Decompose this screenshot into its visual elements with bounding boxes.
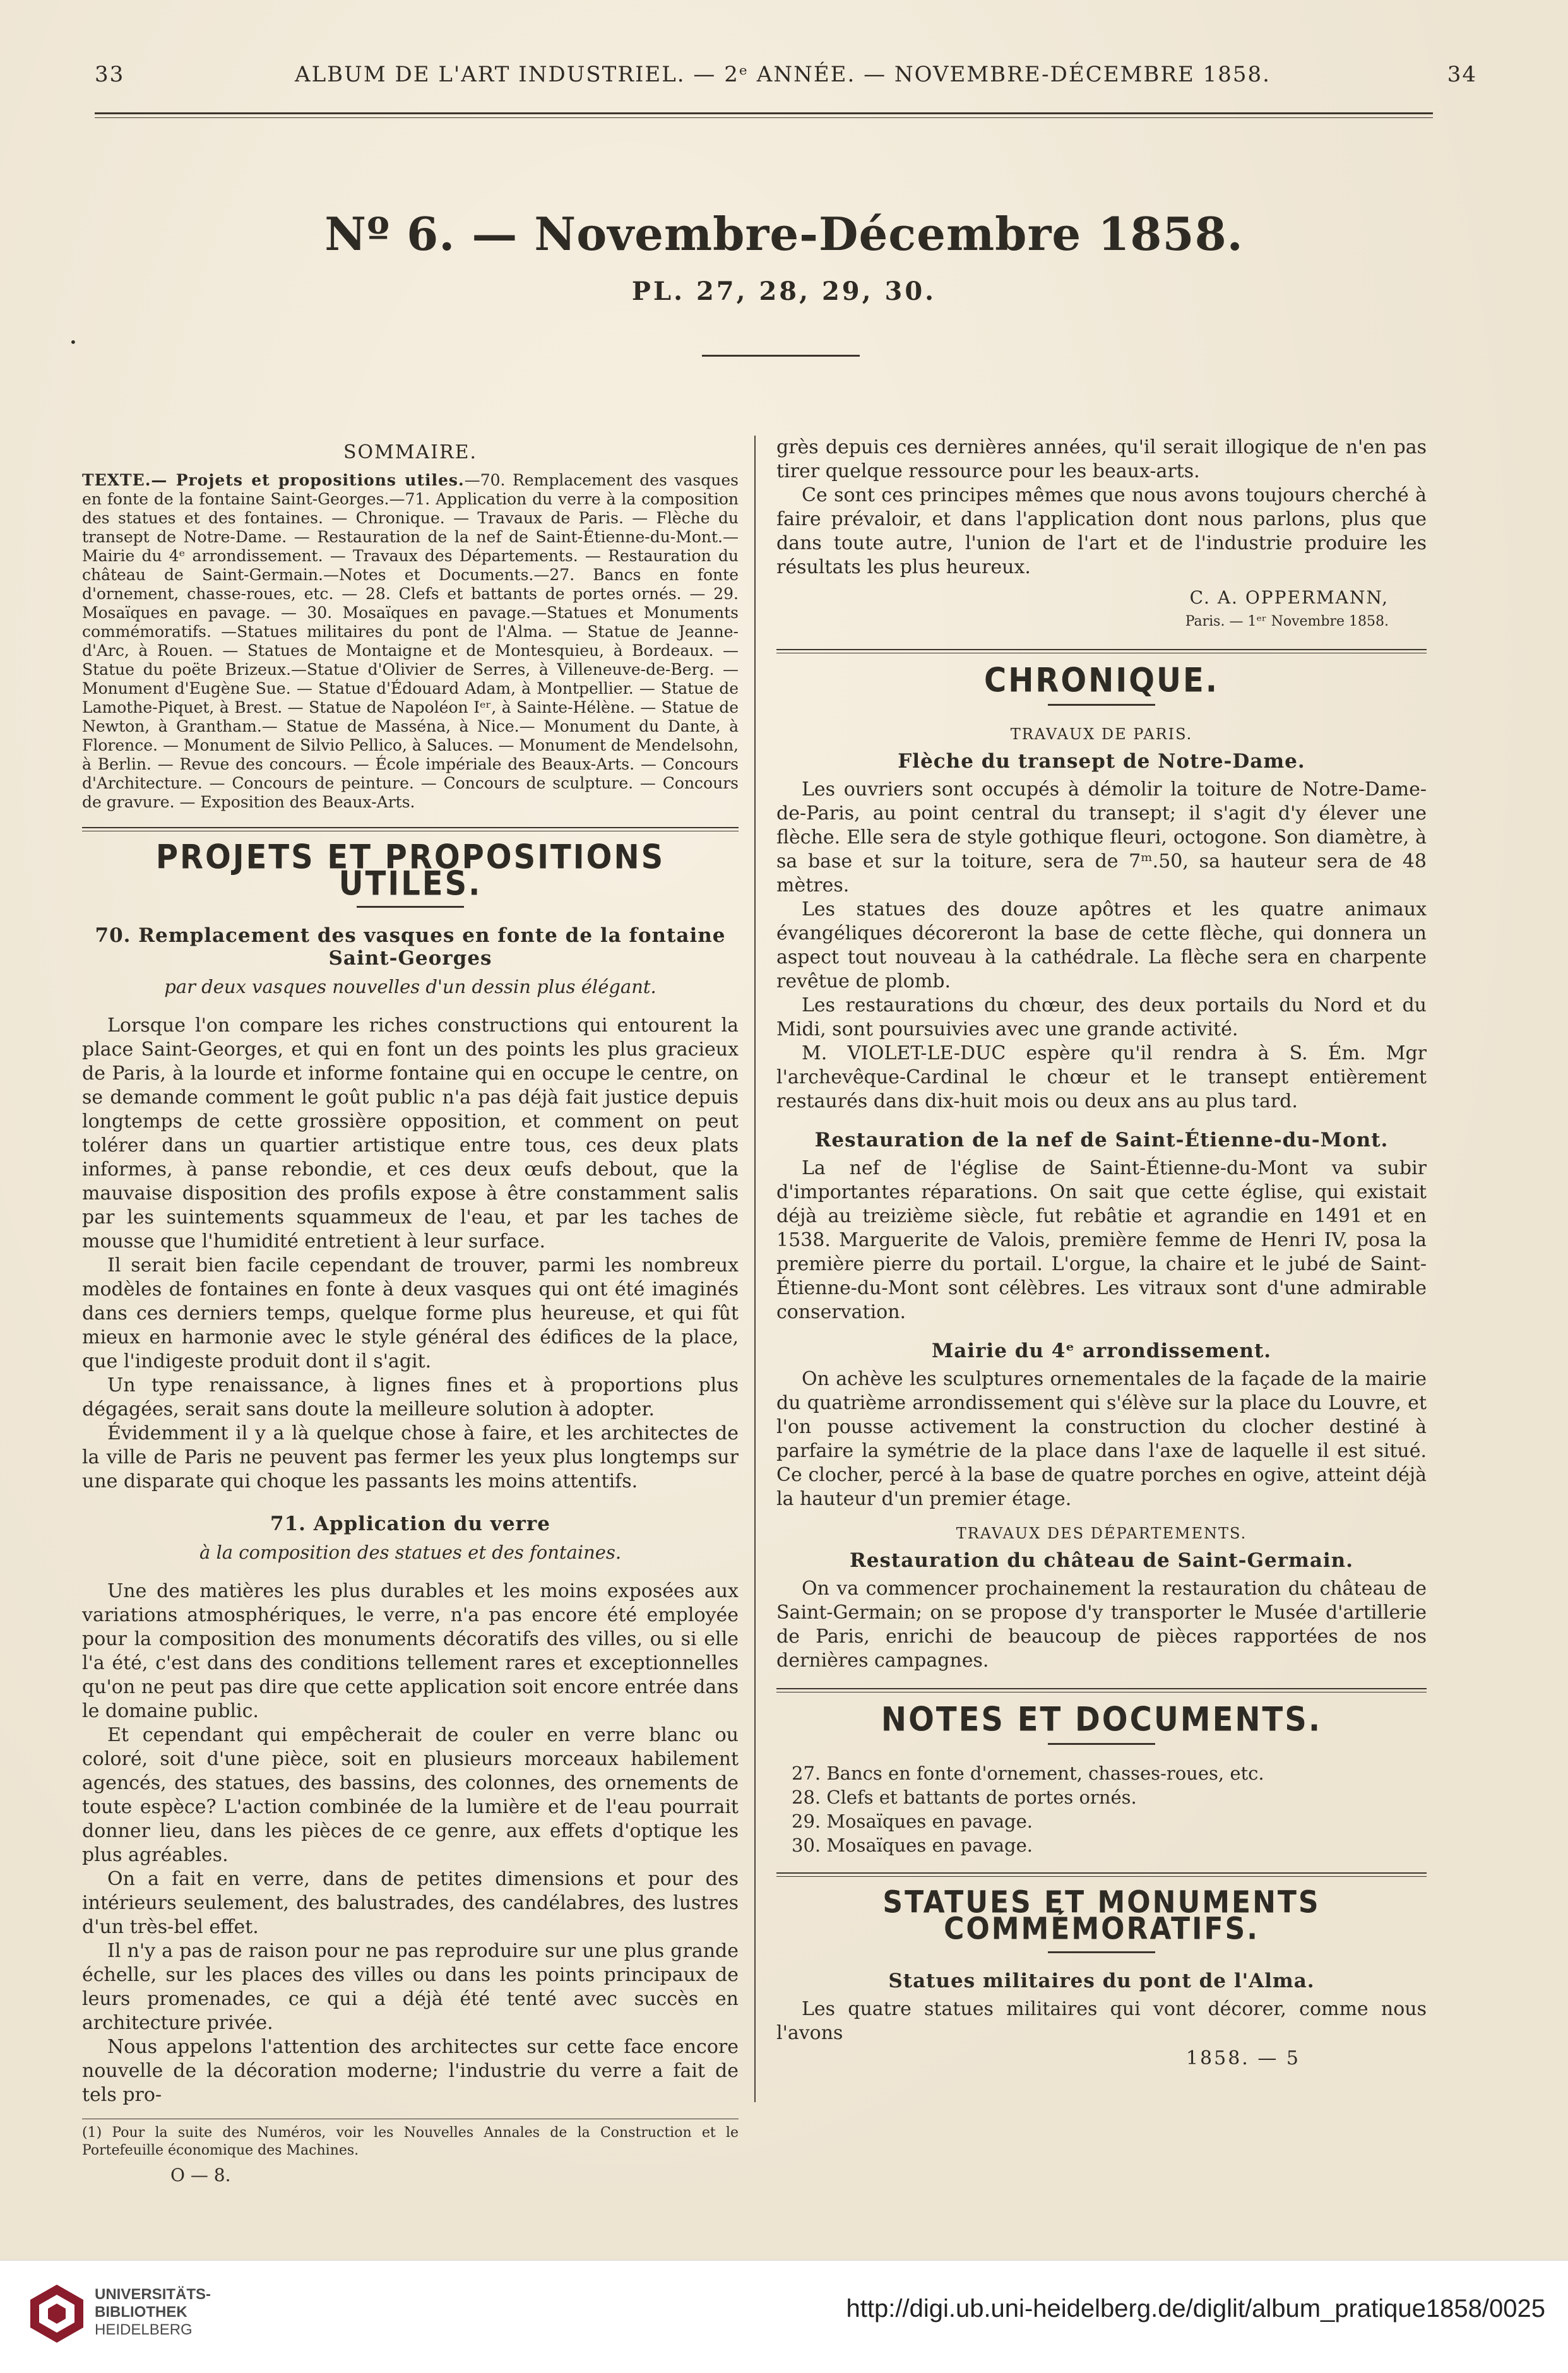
signature-date: Paris. — 1ᵉʳ Novembre 1858. — [1185, 614, 1389, 629]
article-71-title: 71. Application du verre — [270, 1513, 550, 1535]
right-column — [776, 436, 1427, 2071]
section-rule — [357, 906, 464, 908]
issue-title: Nº 6. — Novembre-Décembre 1858. — [324, 207, 1244, 261]
paragraph: Les quatre statues militaires qui vont décorer, comme nous l'avons — [776, 1998, 1427, 2044]
library-name — [95, 2286, 211, 2339]
list-item: 29. Mosaïques en pavage. — [792, 1811, 1033, 1832]
folio-left: O — 8. — [170, 2165, 231, 2186]
statues-section-title: STATUES ET MONUMENTS COMMÉMORATIFS. — [882, 1884, 1321, 1947]
alma-title: Statues militaires du pont de l'Alma. — [888, 1970, 1315, 1992]
section-rule — [1048, 1951, 1155, 1953]
speck: • — [69, 335, 77, 350]
paragraph: Une des matières les plus durables et les moins exposées aux variations atmosphériques, le verre, n'a pas encore été employée pour la composition des monuments décoratifs des villes, ou si elle l'a été, c'est dans des conditions tellement rares et exceptionnelles qu'on ne peut pas dire que cette application soit encore entrée dans le domaine public. — [82, 1580, 739, 1722]
paragraph: On a fait en verre, dans de petites dimensions et pour des intérieurs seulement, des balustrades, des candélabres, des lustres d'un très-bel effet. — [82, 1868, 739, 1938]
paragraph: Un type renaissance, à lignes fines et à proportions plus dégagées, serait sans doute la meilleure solution à adopter. — [82, 1374, 739, 1420]
sommaire-text: —70. Remplacement des vasques en fonte de la fontaine Saint-Georges.—71. Application du verre à la composition des statues et des fontaines. — Chronique. — Travaux de Paris. — Flèche du transept de Notre-Dame. — Restauration de la nef de Saint-Étienne-du-Mont.—Mairie du 4ᵉ arrondissement. — Travaux des Départements. — Restauration du château de Saint-Germain.—Notes et Documents.—27. Bancs en fonte d'ornement, chasse-roues, etc. — 28. Clefs et battants de portes ornés. — 29. Mosaïques en pavage. — 30. Mosaïques en pavage.—Statues et Monuments commémoratifs. —Statues militaires du pont de l'Alma. — Statue de Jeanne-d'Arc, à Rouen. — Statues de Montaigne et de Montesquieu, à Bordeaux. — Statue du poëte Brizeux.—Statue d'Olivier de Serres, à Villeneuve-de-Berg. — Monument d'Eugène Sue. — Statue d'Édouard Adam, à Montpellier. — Statue de Lamothe-Piquet, à Brest. — Statue de Napoléon Iᵉʳ, à Sainte-Hélène. — Statue de Newton, à Grantham.— Statue de Masséna, à Nice.— Monument du Dante, à Florence. — Monument de Silvio Pellico, à Saluces. — Monument de Mendelsohn, à Berlin. — Revue des concours. — École impériale des Beaux-Arts. — Concours d'Architecture. — Concours de peinture. — Concours de sculpture. — Concours de gravure. — Exposition des Beaux-Arts. — [82, 471, 739, 811]
paragraph: M. VIOLET-LE-DUC espère qu'il rendra à S. Ém. Mgr l'archevêque-Cardinal le chœur et le transept entièrement restaurés dans dix-huit mois ou deux ans au plus tard. — [776, 1042, 1427, 1112]
section-rule — [1048, 1743, 1155, 1745]
footnote: (1) Pour la suite des Numéros, voir les Nouvelles Annales de la Construction et le Portefeuille économique des Machines. — [82, 2119, 739, 2160]
paragraph: Les restaurations du chœur, des deux portails du Nord et du Midi, sont poursuivies avec une grande activité. — [776, 994, 1427, 1040]
library-name-line: UNIVERSITÄTS- — [95, 2286, 211, 2303]
library-name-line: BIBLIOTHEK — [95, 2304, 187, 2321]
column-divider — [754, 436, 756, 2102]
library-name-line: HEIDELBERG — [95, 2321, 193, 2338]
section-rule — [1048, 704, 1155, 706]
paragraph: Ce sont ces principes mêmes que nous avons toujours cherché à faire prévaloir, et dans l'application dont nous parlons, plus que dans toute autre, l'union de l'art et de l'industrie produire les résultats les plus heureux. — [776, 484, 1427, 578]
sommaire-texte-label: TEXTE.— Projets et propositions utiles. — [82, 471, 465, 489]
article-71-subtitle: à la composition des statues et des fontaines. — [199, 1542, 622, 1563]
section-separator — [776, 1872, 1427, 1877]
notes-section-title: NOTES ET DOCUMENTS. — [881, 1700, 1322, 1739]
paragraph: Évidemment il y a là quelque chose à faire, et les architectes de la ville de Paris ne peuvent pas fermer les yeux plus longtemps sur une disparate qui choque les passants les moins attentifs. — [82, 1422, 739, 1492]
sommaire-body — [82, 471, 739, 812]
chronique-section-title: CHRONIQUE. — [984, 661, 1219, 700]
mairie-title: Mairie du 4ᵉ arrondissement. — [931, 1340, 1272, 1362]
plates-line: PL. 27, 28, 29, 30. — [631, 277, 937, 306]
title-rule — [702, 355, 860, 357]
paragraph: Et cependant qui empêcherait de couler en verre blanc ou coloré, soit d'une pièce, soit en plusieurs morceaux habilement agencés, des statues, des bassins, des colonnes, des ornements de toute espèce? L'action combinée de la lumière et de l'eau pourrait donner lieu, dans les pièces de ce genre, aux effets d'optique les plus agréables. — [82, 1724, 739, 1866]
header-rule — [95, 112, 1433, 114]
paragraph: On achève les sculptures ornementales de la façade de la mairie du quatrième arrondissement qui s'élève sur la place du Louvre, et l'on pousse activement la construction du clocher destiné à parfaire la symétrie de la place dans l'axe de laquelle il est situé. Ce clocher, percé à la base de quatre porches en ogive, atteint déjà la hauteur d'un premier étage. — [776, 1368, 1427, 1510]
permalink-url[interactable]: http://digi.ub.uni-heidelberg.de/diglit/album_pratique1858/0025 — [846, 2295, 1545, 2322]
fleche-title: Flèche du transept de Notre-Dame. — [898, 750, 1305, 773]
article-70-title: 70. Remplacement des vasques en fonte de la fontaine Saint-Georges — [95, 924, 726, 970]
article-70-subtitle: par deux vasques nouvelles d'un dessin plus élégant. — [164, 976, 656, 997]
running-head — [76, 62, 1490, 90]
paragraph: Il serait bien facile cependant de trouver, parmi les nombreux modèles de fontaines en fonte à deux vasques qui ont été imaginés dans ces derniers temps, quelque forme plus heureuse, et qui fût mieux en harmonie avec le style général des édifices de la place, que l'indigeste produit dont il s'agit. — [82, 1254, 739, 1372]
travaux-paris-heading: TRAVAUX DE PARIS. — [1010, 725, 1193, 743]
paragraph: Lorsque l'on compare les riches constructions qui entourent la place Saint-Georges, et qui en font un des points les plus gracieux de Paris, à la lourde et informe fontaine qui en occupe le centre, on se demande comment le goût public n'a pas déjà fait justice depuis longtemps de cette grossière opposition, et comment on peut tolérer dans un quartier artistique entre tous, ces deux plats informes, à panse rebondie, et ces deux œufs debout, que la mauvaise disposition des profils expose à être constamment salis par les suintements squammeux de l'eau, et par les taches de mousse que l'humidité entretient à leur surface. — [82, 1014, 739, 1252]
header-rule-thin — [95, 117, 1433, 118]
left-column — [82, 436, 739, 2187]
folio-right: 1858. — 5 — [1185, 2047, 1300, 2069]
university-library-logo-icon[interactable] — [25, 2282, 88, 2345]
list-item: 27. Bancs en fonte d'ornement, chasses-roues, etc. — [792, 1763, 1264, 1784]
sommaire-heading: SOMMAIRE. — [343, 441, 478, 463]
section-separator — [776, 649, 1427, 653]
travaux-departements-heading: TRAVAUX DES DÉPARTEMENTS. — [956, 1525, 1247, 1542]
projets-section-title: PROJETS ET PROPOSITIONS UTILES. — [155, 838, 665, 903]
paragraph: Il n'y a pas de raison pour ne pas reproduire sur une plus grande échelle, sur les places des villes ou dans les points principaux de leurs promenades, ce qui a déjà été tenté avec succès en architecture privée. — [82, 1940, 739, 2034]
section-separator — [82, 827, 739, 831]
paragraph: Nous appelons l'attention des architectes sur cette face encore nouvelle de la décoration moderne; l'industrie du verre a fait de tels pro- — [82, 2036, 739, 2106]
page-number-left: 33 — [95, 62, 125, 87]
viewer-footer — [0, 2260, 1568, 2373]
paragraph: Les statues des douze apôtres et les quatre animaux évangéliques décoreront la base de cette flèche, qui donnera un aspect tout nouveau à la cathédrale. La flèche sera en charpente revêtue de plomb. — [776, 898, 1427, 992]
paragraph: La nef de l'église de Saint-Étienne-du-Mont va subir d'importantes réparations. On sait que cette église, qui existait déjà au treizième siècle, fut rebâtie et agrandie en 1491 et en 1538. Marguerite de Valois, première femme de Henri IV, posa la première pierre du portail. L'orgue, la chaire et le jubé de Saint-Étienne-du-Mont sont célèbres. Les vitraux sont d'une admirable conservation. — [776, 1157, 1427, 1323]
running-title: ALBUM DE L'ART INDUSTRIEL. — 2ᵉ ANNÉE. — NOVEMBRE-DÉCEMBRE 1858. — [295, 62, 1271, 87]
list-item: 30. Mosaïques en pavage. — [792, 1835, 1033, 1856]
paragraph: Les ouvriers sont occupés à démolir la toiture de Notre-Dame-de-Paris, au point central du transept; il s'agit d'y élever une flèche. Elle sera de style gothique fleuri, octogone. Son diamètre, à sa base et sur la toiture, sera de 7ᵐ.50, sa hauteur sera de 48 mètres. — [776, 778, 1427, 896]
chateau-title: Restauration du château de Saint-Germain. — [849, 1549, 1354, 1572]
paragraph: On va commencer prochainement la restauration du château de Saint-Germain; on se propose d'y transporter le Musée d'artillerie de Paris, enrichi de beaucoup de pièces rapportées de nos dernières campagnes. — [776, 1578, 1427, 1672]
paragraph: grès depuis ces dernières années, qu'il serait illogique de n'en pas tirer quelque ressource pour les beaux-arts. — [776, 436, 1427, 482]
section-separator — [776, 1688, 1427, 1692]
author-signature: C. A. OPPERMANN, — [1189, 587, 1389, 608]
list-item: 28. Clefs et battants de portes ornés. — [792, 1787, 1137, 1808]
nef-title: Restauration de la nef de Saint-Étienne-du-Mont. — [814, 1129, 1389, 1151]
page-number-right: 34 — [1447, 62, 1477, 87]
